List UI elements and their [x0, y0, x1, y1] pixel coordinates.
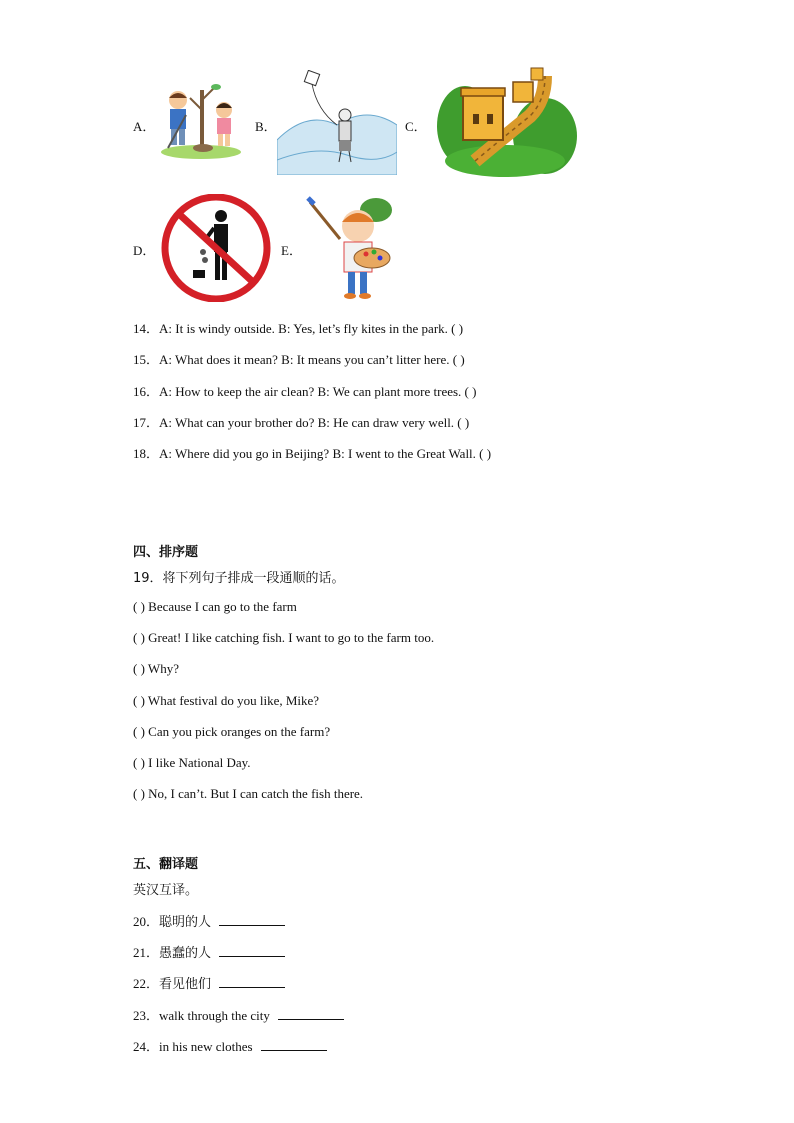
order-item: ( ) Why?: [133, 661, 179, 676]
translation-text: walk through the city: [159, 1008, 270, 1023]
answer-blank[interactable]: [219, 946, 285, 957]
section-5-prompt: 英汉互译。: [133, 883, 199, 898]
question-number: 21．: [133, 945, 160, 960]
order-item: ( ) I like National Day.: [133, 755, 251, 770]
question-text: A: Where did you go in Beijing? B: I went to the Great Wall. ( ): [159, 446, 492, 461]
question-number: 22．: [133, 976, 160, 991]
translation-item-23: [133, 1005, 344, 1024]
question-text: A: What can your brother do? B: He can draw very well. ( ): [159, 415, 470, 430]
question-17: [133, 412, 469, 431]
question-14: [133, 318, 463, 337]
order-item: ( ) Can you pick oranges on the farm?: [133, 724, 331, 739]
answer-blank[interactable]: [278, 1009, 344, 1020]
order-item: ( ) Great! I like catching fish. I want to go to the farm too.: [133, 630, 435, 645]
translation-text: 聪明的人: [159, 915, 212, 930]
option-d-label: D．: [133, 243, 156, 258]
children-planting-tree-image: [156, 80, 246, 162]
translation-text: 看见他们: [159, 977, 212, 992]
section-4-title: 四、排序题: [133, 545, 199, 560]
answer-blank[interactable]: [261, 1040, 327, 1051]
question-number: 20．: [133, 914, 160, 929]
question-number: 24．: [133, 1039, 160, 1054]
option-a-label: A．: [133, 119, 156, 134]
child-painting-image: [300, 194, 394, 302]
question-number: 18．: [133, 446, 160, 461]
answer-blank[interactable]: [219, 915, 285, 926]
question-15: [133, 349, 465, 368]
question-16: [133, 381, 476, 400]
option-b-label: B．: [255, 119, 277, 134]
translation-item-24: [133, 1036, 327, 1055]
section-4-prompt: 19．将下列句子排成一段通顺的话。: [133, 571, 345, 586]
question-number: 16．: [133, 384, 160, 399]
question-number: 14．: [133, 321, 160, 336]
section-5-title: 五、翻译题: [133, 857, 199, 872]
order-item: ( ) No, I can’t. But I can catch the fish there.: [133, 786, 364, 801]
question-text: A: It is windy outside. B: Yes, let’s fly kites in the park. ( ): [159, 321, 464, 336]
order-item: ( ) What festival do you like, Mike?: [133, 693, 320, 708]
question-number: 23．: [133, 1008, 160, 1023]
question-text: A: What does it mean? B: It means you can’t litter here. ( ): [159, 352, 465, 367]
no-littering-sign-icon: [161, 194, 271, 302]
translation-text: in his new clothes: [159, 1039, 253, 1054]
question-number: 15．: [133, 352, 160, 367]
great-wall-image: [435, 66, 577, 178]
translation-item-21: [133, 942, 285, 961]
question-number: 17．: [133, 415, 160, 430]
question-18: [133, 443, 491, 462]
girl-flying-kite-image: [277, 70, 397, 175]
option-c-label: C．: [405, 119, 427, 134]
translation-item-22: [133, 973, 285, 992]
translation-text: 愚蠢的人: [159, 946, 212, 961]
answer-blank[interactable]: [219, 977, 285, 988]
question-text: A: How to keep the air clean? B: We can plant more trees. ( ): [159, 384, 477, 399]
option-e-label: E．: [281, 243, 302, 258]
translation-item-20: [133, 911, 285, 930]
order-item: ( ) Because I can go to the farm: [133, 599, 297, 614]
